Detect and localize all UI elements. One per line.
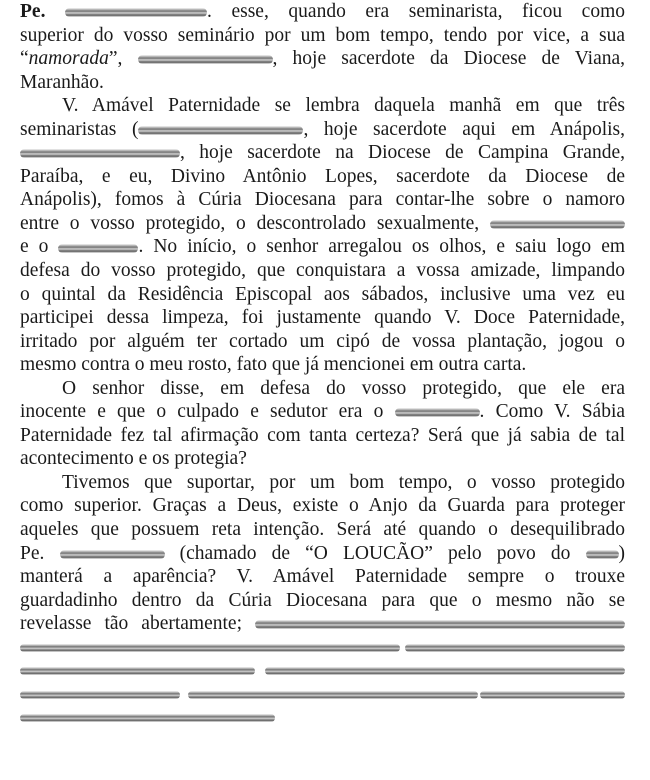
text-segment: revelasse tão abertamente;: [20, 613, 242, 635]
text-line: O senhor disse, em defesa do vosso protegido, que ele era: [62, 377, 625, 399]
text-segment: . esse, quando era seminarista, ficou como: [207, 1, 625, 22]
text-line: [20, 212, 625, 236]
redaction-mark: [20, 667, 255, 675]
text-segment: namorada: [28, 48, 109, 70]
text-segment: e o: [20, 236, 49, 258]
redaction-mark: [20, 714, 275, 722]
text-line: aqueles que possuem reta intenção. Será até quando o desequilibrado: [20, 519, 625, 541]
text-segment: Pe.: [20, 1, 46, 22]
text-segment: . Como V. Sábia: [479, 401, 626, 423]
redacted-line: [20, 706, 625, 730]
redaction-mark: [58, 244, 138, 253]
redaction-mark: [188, 691, 478, 699]
text-line: superior do vosso seminário por um bom tempo, tendo por vice, a sua: [20, 24, 625, 46]
text-line: manterá a aparência? V. Amável Paternidade sempre o trouxe: [20, 566, 625, 588]
redaction-mark: [255, 620, 625, 629]
text-line: irritado por alguém ter cortado um cipó de vossa plantação, jogou o: [20, 330, 625, 352]
redaction-mark: [65, 8, 207, 17]
redaction-mark: [20, 644, 400, 652]
text-segment: , hoje sacerdote na Diocese de Campina Grande,: [180, 142, 625, 164]
text-line: Anápolis), fomos à Cúria Diocesana para contar-lhe sobre o namoro: [20, 189, 625, 211]
text-line: acontecimento e os protegia?: [20, 448, 247, 470]
text-segment: ): [618, 542, 625, 564]
redaction-mark: [405, 644, 625, 652]
redaction-mark: [395, 408, 480, 417]
redaction-mark: [480, 691, 625, 699]
text-segment: inocente e que o culpado e sedutor era o: [20, 401, 384, 423]
text-line: Paternidade fez tal afirmação com tanta certeza? Será que já sabia de tal: [20, 424, 625, 446]
redacted-line: [20, 636, 625, 660]
text-line: [20, 118, 625, 142]
redaction-mark: [20, 149, 180, 158]
document-page: [20, 0, 625, 730]
text-line: guardadinho dentro da Cúria Diocesana para que o mesmo não se: [20, 589, 625, 611]
text-line: [20, 400, 625, 424]
redaction-mark: [138, 55, 273, 64]
text-segment: , hoje sacerdote da Diocese de Viana,: [272, 48, 626, 70]
text-segment: (chamado de “O LOUCÃO” pelo povo do: [179, 542, 571, 564]
text-segment: , hoje sacerdote aqui em Anápolis,: [303, 118, 625, 140]
redaction-mark: [265, 667, 625, 675]
text-line: Paraíba, e eu, Divino Antônio Lopes, sacerdote da Diocese de: [20, 165, 625, 187]
text-line: como superior. Graças a Deus, existe o Anjo da Guarda para proteger: [20, 495, 625, 517]
redaction-mark: [60, 550, 165, 559]
text-line: [20, 141, 625, 165]
redaction-mark: [586, 550, 619, 559]
redacted-line: [20, 659, 625, 683]
text-line: Maranhão.: [20, 71, 104, 93]
text-segment: . No início, o senhor arregalou os olhos, e saiu logo em: [138, 236, 626, 258]
text-line: defesa do vosso protegido, que conquistara a vossa amizade, limpando: [20, 260, 625, 282]
text-line: V. Amável Paternidade se lembra daquela manhã em que três: [62, 95, 625, 117]
text-line: participei dessa limpeza, foi justamente quando V. Doce Paternidade,: [20, 307, 625, 329]
text-segment: ”,: [108, 48, 123, 70]
redaction-mark: [138, 126, 303, 135]
text-line: [20, 47, 625, 71]
text-line: [20, 0, 625, 24]
redacted-line: [20, 683, 625, 707]
text-line: mesmo contra o meu rosto, fato que já mencionei em outra carta.: [20, 354, 527, 376]
text-segment: “: [20, 48, 29, 70]
text-line: o quintal da Residência Episcopal aos sábados, inclusive uma vez eu: [20, 283, 625, 305]
text-line: [20, 235, 625, 259]
text-segment: seminaristas (: [20, 118, 139, 140]
text-line: [20, 542, 625, 566]
text-segment: Pe.: [20, 542, 45, 564]
text-line: Tivemos que suportar, por um bom tempo, o vosso protegido: [62, 471, 625, 493]
text-line: [20, 612, 625, 636]
redaction-mark: [490, 220, 625, 229]
text-segment: entre o vosso protegido, o descontrolado sexualmente,: [20, 212, 480, 234]
redaction-mark: [20, 691, 180, 699]
